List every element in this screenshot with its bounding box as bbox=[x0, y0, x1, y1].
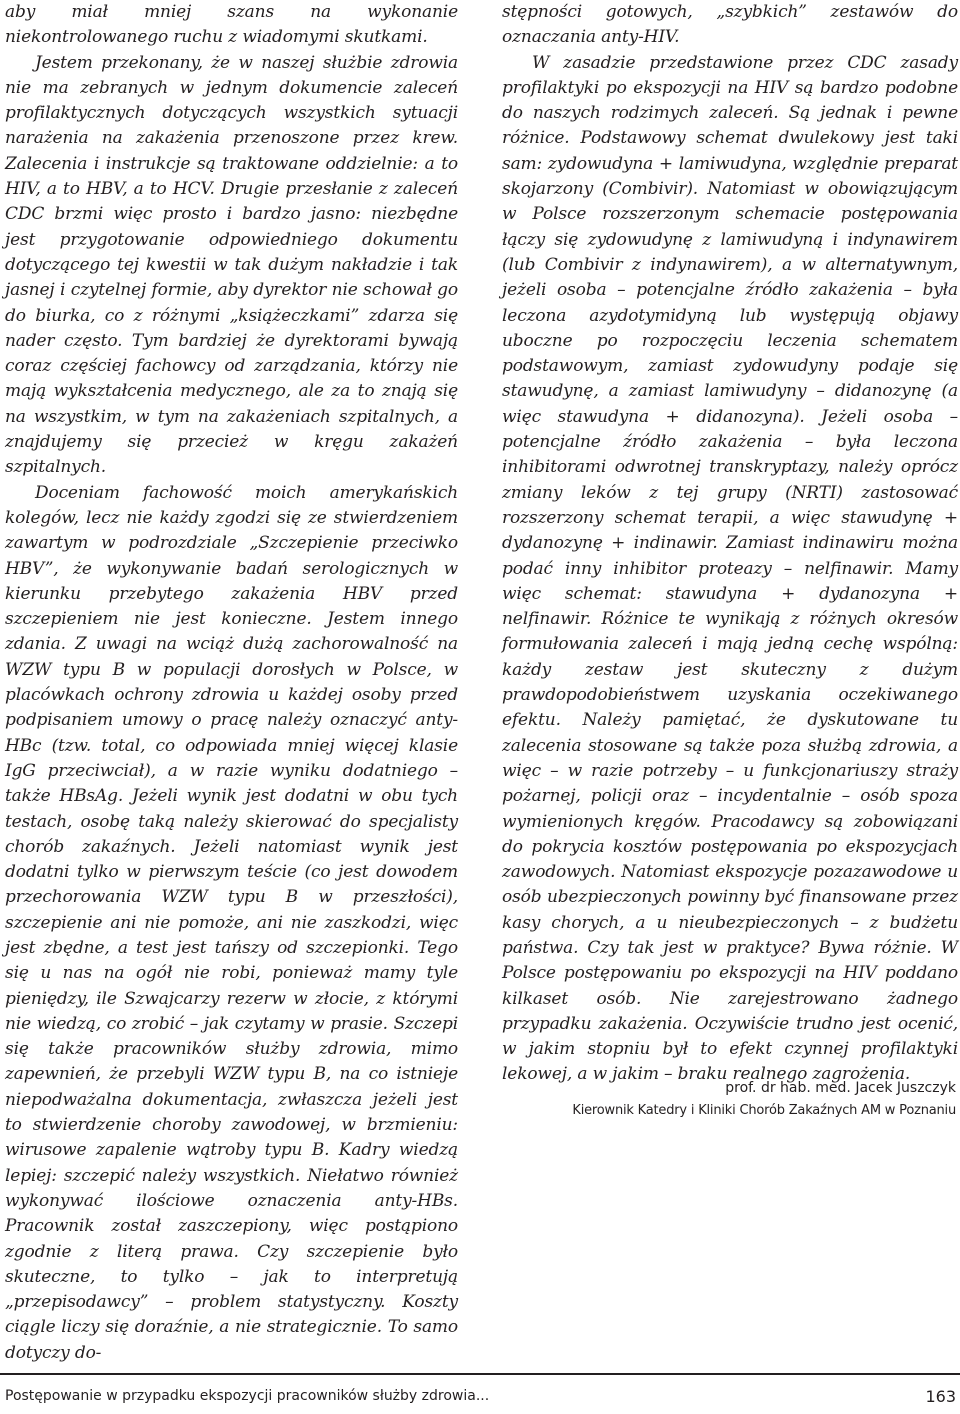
paragraph: W zasadzie przedstawione przez CDC zasady profilaktyki po ekspozycji na HIV są bardzo podobne do naszych rodzimych zaleceń. Są jednak i pewne różnice. Podstawowy schemat dwulekowy jest taki sam: zydowudyna + lamiwudyna, względnie preparat skojarzony (Combivir). Natomiast w obowiązującym w Polsce rozszerzonym schemacie postępowania łączy się zydowudynę z lamiwudyną i indynawirem (lub Combivir z indynawirem), a w alternatywnym, jeżeli osoba – potencjalne źródło zakażenia – była leczona azydotymidyną lub występują objawy uboczne po rozpoczęciu leczenia schematem podstawowym, zamiast zydowudyny podaje się stawudynę, a zamiast lamiwudyny – didanozynę (a więc stawudyna + didanozyna). Jeżeli osoba – potencjalne źródło zakażenia – była leczona inhibitorami odwrotnej transkryptazy, należy oprócz zmiany leków z tej grupy (NRTI) zastosować rozszerzony schemat terapii, a więc stawudynę + dydanozynę + indinawir. Zamiast indinawiru można podać inny inhibitor proteazy – nelfinawir. Mamy więc schemat: stawudyna + dydanozyna + nelfinawir. Różnice te wynikają z różnych okresów formułowania zaleceń i mają jedną cechę wspólną: każdy zestaw jest skuteczny z dużym prawdopodobieństwem uzyskania oczekiwanego efektu. Należy pamiętać, że dyskutowane tu zalecenia stosowane są także poza służbą zdrowia, a więc – w razie potrzeby – u funkcjonariuszy straży pożarnej, policji oraz – incydentalnie – osób spoza wymienionych kręgów. Pracodawcy są zobowiązani do pokrycia kosztów postępowania po ekspozycjach zawodowych. Natomiast ekspozycje pozazawodowe u osób ubezpieczonych powinny być finansowane przez kasy chorych, a u nieubezpieczonych – z budżetu państwa. Czy tak jest w praktyce? Bywa różnie. W Polsce postępowaniu po ekspozycji na HIV poddano kilkaset osób. Nie zarejestrowano żadnego przypadku zakażenia. Oczywiście trudno jest ocenić, w jakim stopniu był to efekt czynnej profilaktyki lekowej, a w jakim – braku realnego zagrożenia. bbox=[502, 52, 958, 1085]
text-column-right bbox=[502, 0, 958, 1088]
running-footer-title: Postępowanie w przypadku ekspozycji pracowników służby zdrowia... bbox=[5, 1388, 490, 1404]
text-column-left bbox=[5, 0, 458, 1366]
paragraph: Doceniam fachowość moich amerykańskich kolegów, lecz nie każdy zgodzi się ze stwierdzeniem zawartym w podrozdziale „Szczepienie przeciwko HBV”, że wykonywanie badań serologicznych w kierunku przebytego zakażenia HBV przed szczepieniem nie jest konieczne. Jestem innego zdania. Z uwagi na wciąż dużą zachorowalność na WZW typu B w populacji dorosłych w Polsce, w placówkach ochrony zdrowia u każdej osoby przed podpisaniem umowy o pracę należy oznaczyć anty-HBc (tzw. total, co odpowiada mniej więcej klasie IgG przeciwciał), a w razie wyniku dodatniego – także HBsAg. Jeżeli wynik jest dodatni w obu tych testach, osobę taką należy skierować do specjalisty chorób zakaźnych. Jeżeli natomiast wynik jest dodatni tylko w pierwszym teście (co jest dowodem przechorowania WZW typu B w przeszłości), szczepienie ani nie pomoże, ani nie zaszkodzi, więc jest zbędne, a test jest tańszy od szczepionki. Tego się u nas na ogół nie robi, ponieważ mamy tyle pieniędzy, ile Szwajcarzy rezerw w złocie, z którymi nie wiedzą, co zrobić – jak czytamy w prasie. Szczepi się także pracowników służby zdrowia, mimo zapewnień, że przebyli WZW typu B, na co istnieje niepodważalna dokumentacja, zwłaszcza jeżeli jest to stwierdzenie choroby zawodowej, w brzmieniu: wirusowe zapalenie wątroby typu B. Kadry wiedzą lepiej: szczepić należy wszystkich. Niełatwo również wykonywać ilościowe oznaczenia anty-HBs. Pracownik został zaszczepiony, więc postąpiono zgodnie z literą prawa. Czy szczepienie było skuteczne, to tylko – jak to interpretują „przepisodawcy” – problem statystyczny. Koszty ciągle liczy się doraźnie, a nie strategicznie. To samo dotyczy do- bbox=[5, 482, 458, 1363]
author-affiliation: Kierownik Katedry i Kliniki Chorób Zakaźnych AM w Poznaniu bbox=[572, 1103, 956, 1118]
page-number: 163 bbox=[925, 1387, 956, 1406]
footer-divider bbox=[0, 1373, 960, 1375]
author-signature: prof. dr hab. med. Jacek Juszczyk bbox=[725, 1080, 956, 1096]
paragraph: aby miał mniej szans na wykonanie niekontrolowanego ruchu z wiadomymi skutkami. bbox=[5, 2, 458, 48]
paragraph: Jestem przekonany, że w naszej służbie zdrowia nie ma zebranych w jednym dokumencie zaleceń profilaktycznych dotyczących wszystkich sytuacji narażenia na zakażenia przenoszone przez krew. Zalecenia i instrukcje są traktowane oddzielnie: a to HIV, a to HBV, a to HCV. Drugie przesłanie z zaleceń CDC brzmi więc prosto i bardzo jasno: niezbędne jest przygotowanie odpowiedniego dokumentu dotyczącego tej kwestii w tak dużym nakładzie i tak jasnej i czytelnej formie, aby dyrektor nie schował go do biurka, co z różnymi „książeczkami” zdarza się nader często. Tym bardziej że dyrektorami bywają coraz częściej fachowcy od zarządzania, którzy nie mają wykształcenia medycznego, ale za to znają się na wszystkim, w tym na zakażeniach szpitalnych, a znajdujemy się przecież w kręgu zakażeń szpitalnych. bbox=[5, 52, 458, 478]
paragraph: stępności gotowych, „szybkich” zestawów do oznaczania anty-HIV. bbox=[502, 2, 958, 48]
